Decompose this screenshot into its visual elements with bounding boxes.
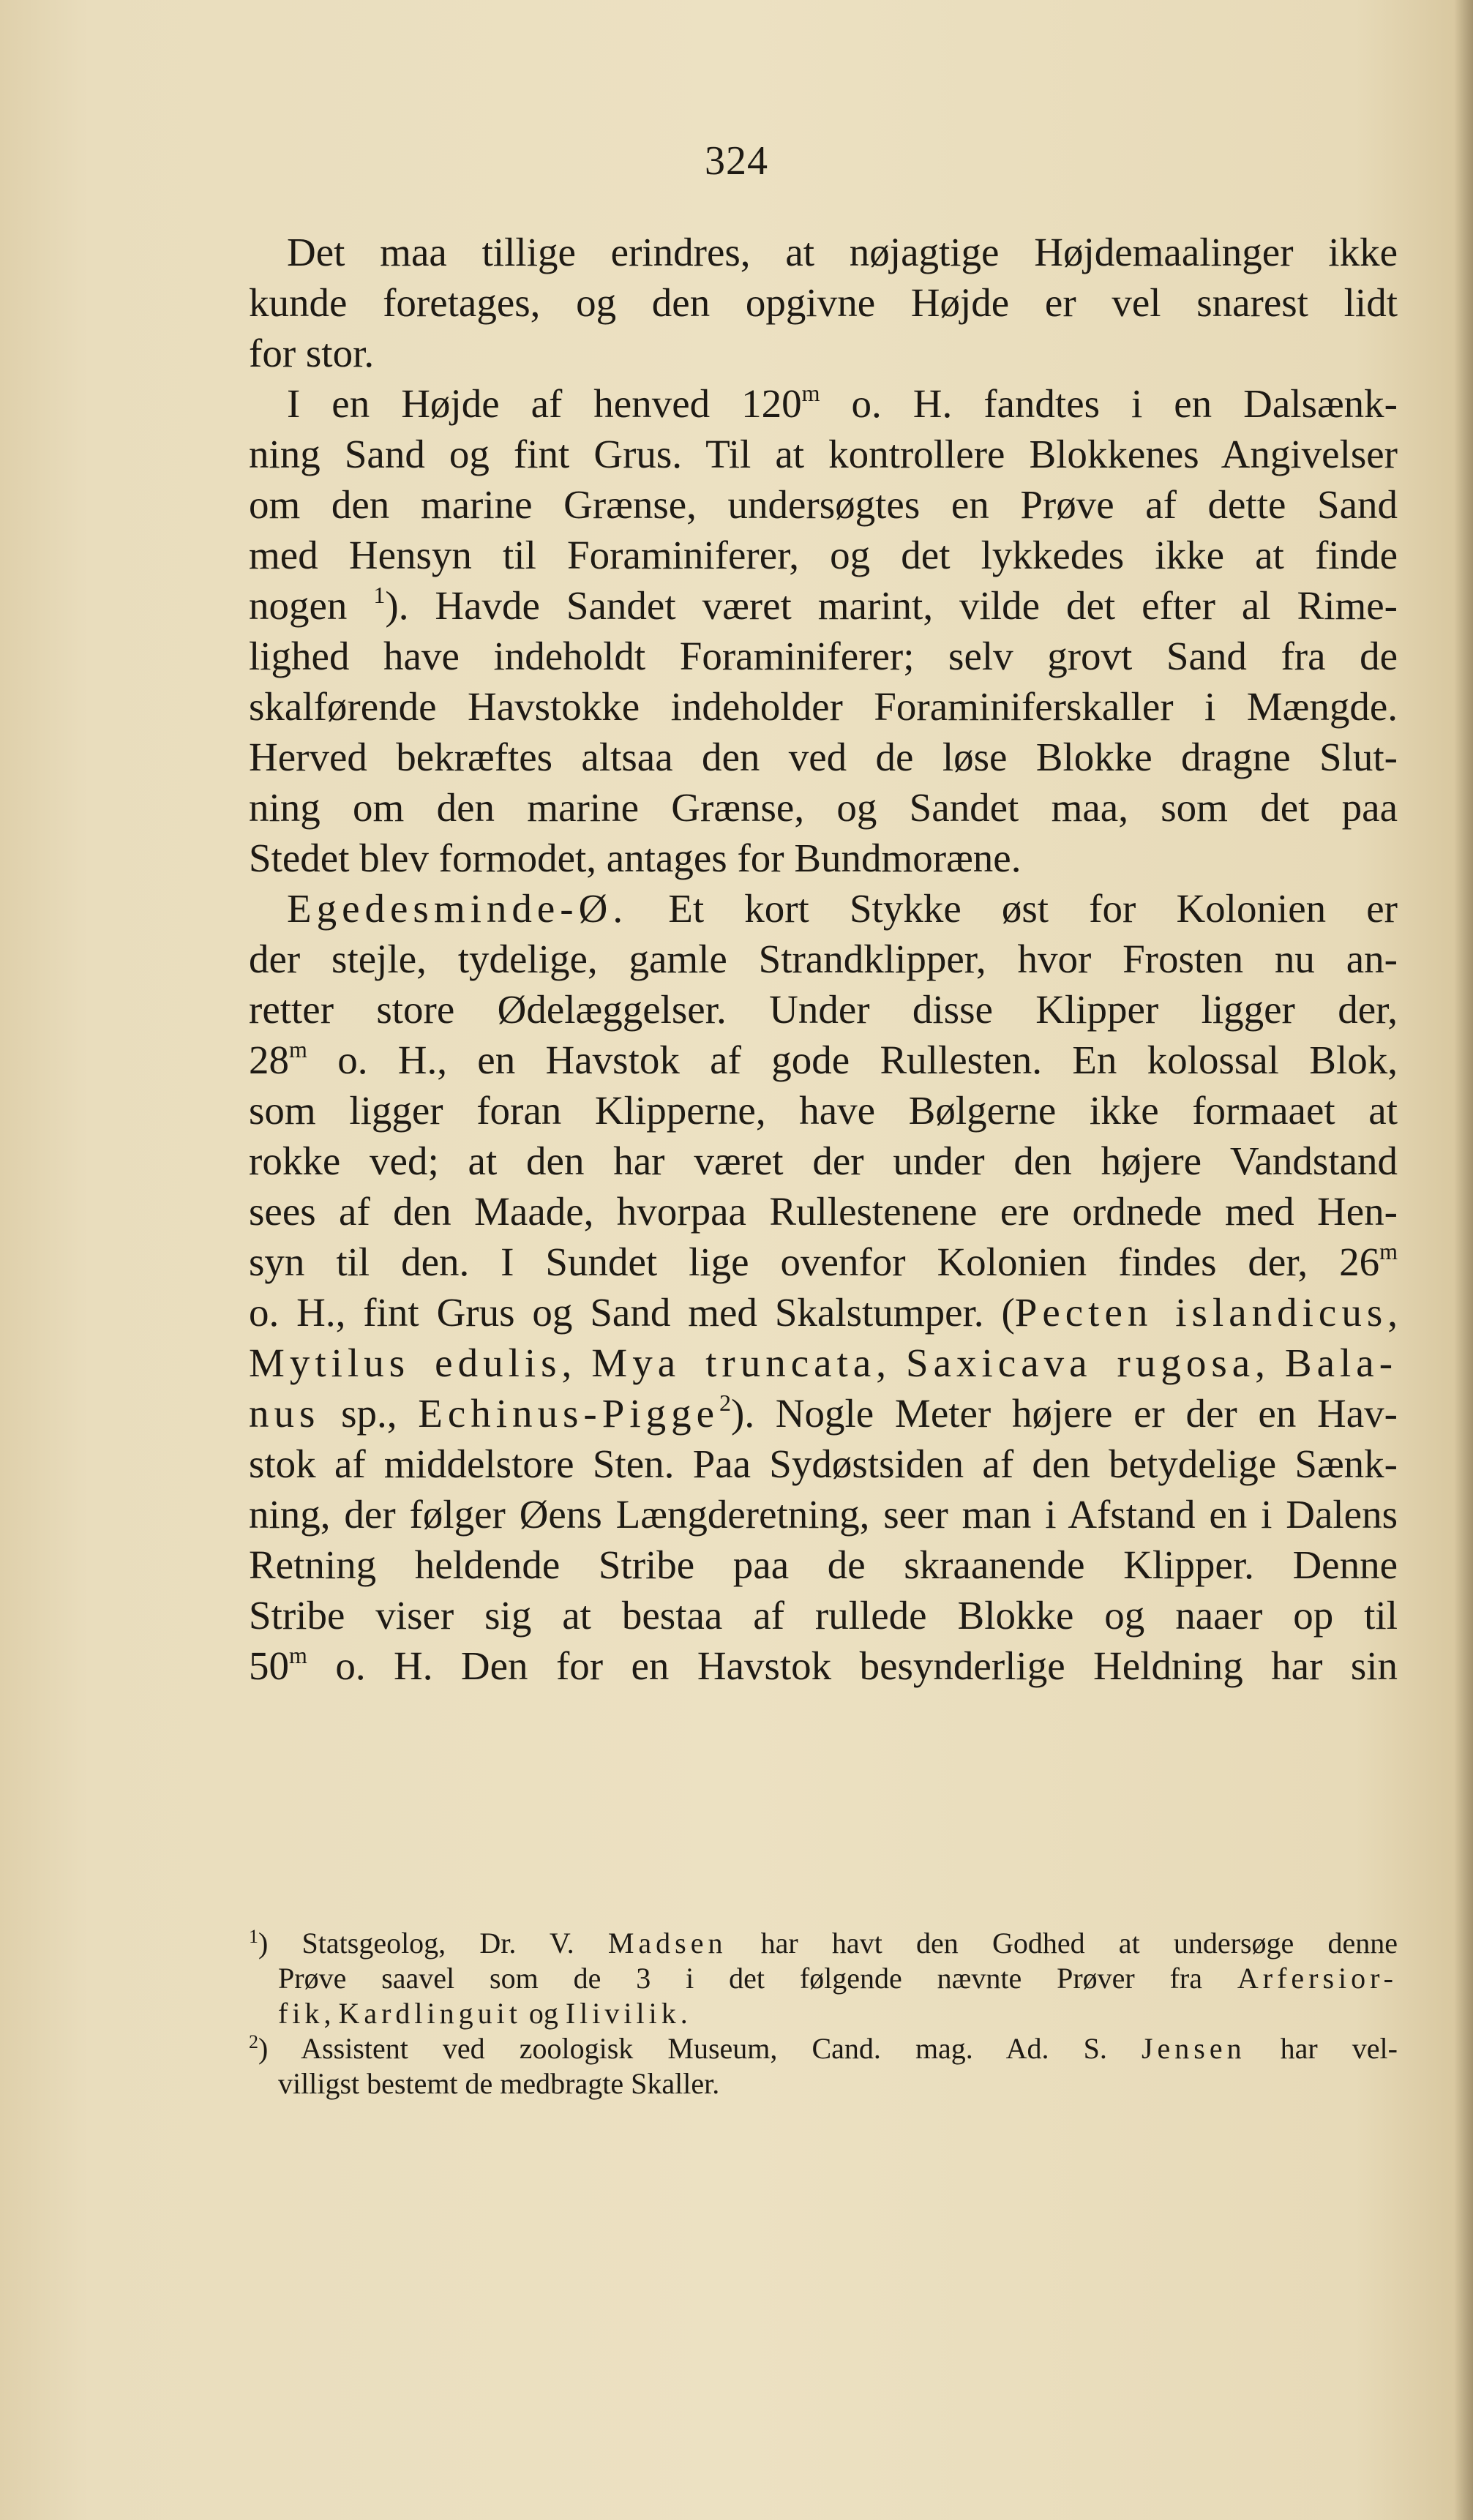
page-edge-shadow [1454,0,1473,2520]
footnote-marker: 1 [249,1926,258,1947]
text-line: Egedesminde-Ø. Et kort Stykke øst for Kolonien er [287,886,1398,931]
text-line: rokke ved; at den har været der under den højere Vandstand [249,1139,1398,1183]
text-line: 28$^m$ o. H., en Havstok af gode Rullesten. En kolossal Blok, [249,1036,1398,1082]
text-line: om den marine Grænse, undersøgtes en Prøve af dette Sand [249,482,1398,527]
footnote-line: $^1$) Statsgeolog, Dr. V. Madsen har havt den Godhed at undersøge denne [249,1926,1398,1960]
species-name: Bala- [1284,1340,1398,1385]
footnote-line: fik, Kardlinguit og Ilivilik. [278,1997,688,2030]
footnote-marker: 1 [373,582,386,608]
person-name: Madsen [607,1927,727,1960]
text-line: Stribe viser sig at bestaa af rullede Blokke og naaer op til [249,1593,1398,1638]
text-line: 50$^m$ o. H. Den for en Havstok besynderlige Heldning har sin [249,1642,1398,1688]
text-line: Mytilus edulis, Mya truncata, Saxicava rugosa, Bala- [249,1340,1398,1385]
footnote-marker: 2 [719,1390,732,1416]
superscript-unit: m [289,1642,307,1668]
text-line: nogen $^1$). Havde Sandet været marint, vilde det efter al Rime- [249,582,1398,628]
place-name: Arfersior- [1237,1962,1398,1995]
footnotes [249,1926,1398,2101]
text-line: nus sp., Echinus-Pigge$^2$). Nogle Meter højere er der en Hav- [249,1390,1398,1436]
footnote-marker: 2 [249,2031,258,2052]
text-line: for stor. [249,331,375,375]
superscript-unit: m [1379,1238,1398,1264]
text-line: lighed have indeholdt Foraminiferer; selv grovt Sand fra de [249,634,1398,678]
place-name: Egedesminde-Ø. [287,886,629,931]
person-name: Jensen [1141,2032,1246,2065]
species-name: Pecten islandicus [1014,1290,1388,1335]
text-line: I en Højde af henved 120$^m$ o. H. fandtes i en Dalsænk- [287,380,1398,426]
place-name: Ilivilik [565,1997,681,2030]
superscript-unit: m [289,1036,307,1062]
text-line: retter store Ødelæggelser. Under disse Klipper ligger der, [249,987,1398,1032]
text-line: stok af middelstore Sten. Paa Sydøstsiden af den betydelige Sænk- [249,1441,1398,1486]
text-line: ning om den marine Grænse, og Sandet maa, som det paa [249,785,1398,830]
main-text [249,227,1398,1691]
page-number: 324 [705,138,768,184]
place-name: fik [278,1997,324,2030]
text-line: Det maa tillige erindres, at nøjagtige Højdemaalinger ikke [287,230,1398,274]
species-name: Mya truncata [591,1340,877,1385]
species-name: Saxicava rugosa [906,1340,1256,1385]
text-line: Stedet blev formodet, antages for Bundmoræne. [249,836,1022,880]
species-name: nus [249,1391,321,1436]
text-line: kunde foretages, og den opgivne Højde er vel snarest lidt [249,280,1398,325]
text-line: skalførende Havstokke indeholder Foraminiferskaller i Mængde. [249,684,1398,729]
text-line: ning, der følger Øens Længderetning, seer man i Afstand en i Dalens [249,1492,1398,1537]
superscript-unit: m [801,380,820,406]
text-line: der stejle, tydelige, gamle Strandklipper, hvor Frosten nu an- [249,937,1398,981]
text-line: med Hensyn til Foraminiferer, og det lykkedes ikke at finde [249,533,1398,577]
text-line: Herved bekræftes altsaa den ved de løse Blokke dragne Slut- [249,735,1398,779]
footnote-line: Prøve saavel som de 3 i det følgende nævnte Prøver fra Arfersior- [278,1962,1398,1995]
text-line: ning Sand og fint Grus. Til at kontrollere Blokkenes Angivelser [249,432,1398,476]
place-name: Kardlinguit [338,1997,522,2030]
text-line: o. H., fint Grus og Sand med Skalstumper. (Pecten islandicus, [249,1290,1398,1335]
text-line: som ligger foran Klipperne, have Bølgerne ikke formaaet at [249,1088,1398,1133]
species-name: Echinus-Pigge [418,1391,720,1436]
text-line: syn til den. I Sundet lige ovenfor Kolonien findes der, 26$^m$ [249,1238,1398,1284]
footnote-line: villigst bestemt de medbragte Skaller. [278,2067,720,2100]
text-line: Retning heldende Stribe paa de skraanende Klipper. Denne [249,1542,1398,1587]
species-name: Mytilus edulis [249,1340,562,1385]
footnote-line: $^2$) Assistent ved zoologisk Museum, Cand. mag. Ad. S. Jensen har vel- [249,2031,1398,2065]
text-line: sees af den Maade, hvorpaa Rullestenene ere ordnede med Hen- [249,1189,1398,1234]
